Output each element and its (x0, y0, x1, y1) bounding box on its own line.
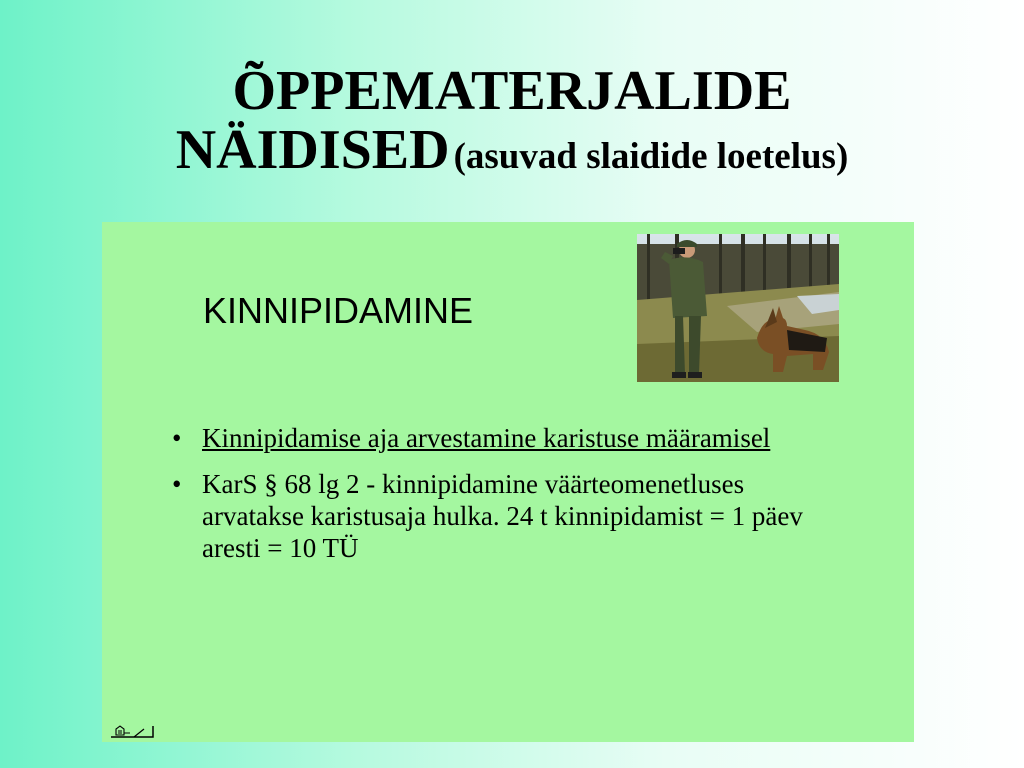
slide-nav-return-icon[interactable] (108, 720, 156, 740)
title-main-word: NÄIDISED (175, 119, 450, 182)
list-item (168, 422, 818, 454)
bullet-text: KarS § 68 lg 2 - kinnipidamine väärteomenetluses arvatakse karistusaja hulka. 24 t kinnipidamist = 1 päev aresti = 10 TÜ (202, 469, 803, 563)
title-line-2 (0, 121, 1024, 180)
embedded-slide-preview (102, 222, 914, 742)
bullet-dot: • (172, 469, 182, 499)
photo-border-guard-with-dog (637, 234, 839, 382)
embedded-bullet-list (168, 422, 818, 578)
title-subtitle: (asuvad slaidide loetelus) (453, 136, 849, 178)
slide-title (0, 62, 1024, 181)
title-line-1: ÕPPEMATERJALIDE (232, 60, 792, 122)
bullet-link-text[interactable]: Kinnipidamise aja arvestamine karistuse määramisel (202, 423, 771, 453)
list-item (168, 468, 818, 564)
embedded-slide-title: KINNIPIDAMINE (203, 290, 474, 331)
bullet-dot: • (172, 423, 182, 453)
